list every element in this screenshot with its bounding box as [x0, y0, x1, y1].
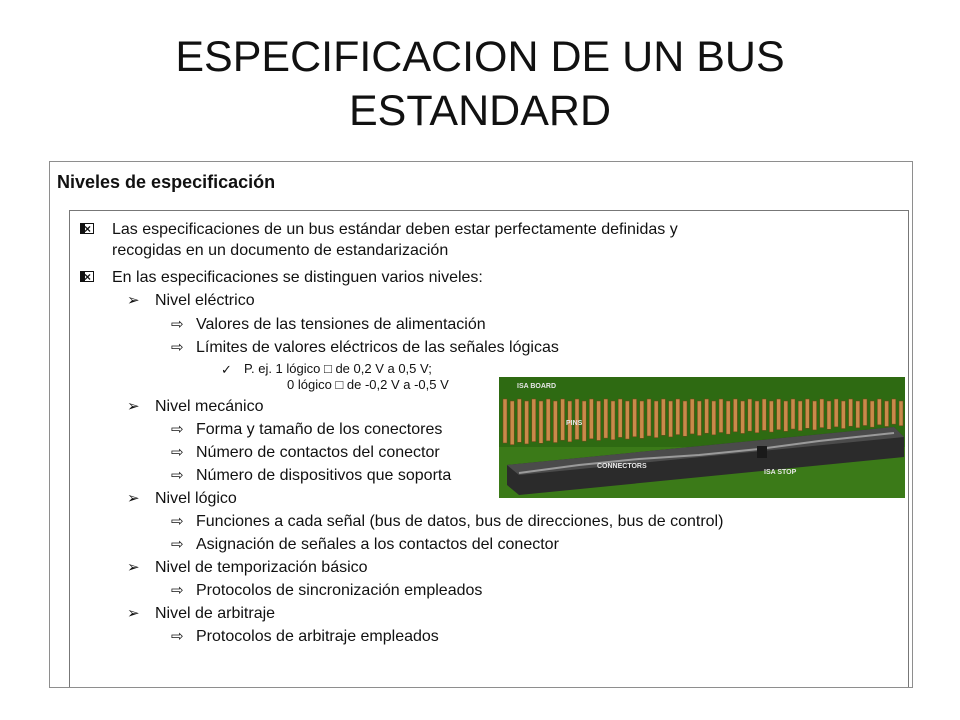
connector-pin	[748, 399, 752, 431]
connector-pin	[582, 401, 586, 441]
bullet-text-continued: recogidas en un documento de estandarización	[112, 242, 449, 259]
connector-pin	[755, 401, 759, 433]
hollow-arrow-bullet-icon: ⇨	[171, 628, 184, 645]
photo-label-stop: ISA STOP	[764, 469, 797, 476]
hollow-arrow-bullet-icon: ⇨	[171, 339, 184, 356]
arrowhead-bullet-icon: ➢	[127, 559, 140, 576]
connector-pin	[525, 401, 529, 444]
connector-pin	[726, 401, 730, 434]
connector-pin	[705, 399, 709, 433]
level-label: Nivel eléctrico	[155, 292, 255, 309]
connector-pin	[769, 401, 773, 432]
connector-pin	[589, 399, 593, 439]
level-item: Valores de las tensiones de alimentación	[196, 316, 486, 333]
panel-heading: Niveles de especificación	[57, 172, 276, 192]
connector-pin	[805, 399, 809, 428]
connector-pin	[834, 399, 838, 427]
connector-pin	[733, 399, 737, 432]
connector-pin	[669, 401, 673, 437]
connector-pin	[791, 399, 795, 429]
slide-title-line-2: ESTANDARD	[348, 87, 611, 135]
photo-label-board: ISA BOARD	[517, 383, 557, 390]
connector-pin	[719, 399, 723, 433]
connector-pin	[561, 399, 565, 440]
connector-pin	[892, 399, 896, 424]
connector-pin	[741, 401, 745, 433]
hollow-arrow-bullet-icon: ⇨	[171, 421, 184, 438]
bullet-text: Las especificaciones de un bus estándar deben estar perfectamente definidas y	[112, 221, 678, 238]
level-item: Número de dispositivos que soporta	[196, 467, 452, 484]
hollow-arrow-bullet-icon: ⇨	[171, 316, 184, 333]
connector-pin	[885, 401, 889, 426]
connector-pin	[553, 401, 557, 443]
level-item: Protocolos de sincronización empleados	[196, 582, 483, 599]
connector-pin	[683, 401, 687, 436]
level-item: Funciones a cada señal (bus de datos, bus de direcciones, bus de control)	[196, 513, 724, 530]
arrowhead-bullet-icon: ➢	[127, 490, 140, 507]
arrowhead-bullet-icon: ➢	[127, 605, 140, 622]
connector-pin	[690, 399, 694, 434]
connector-pin	[784, 401, 788, 431]
hollow-arrow-bullet-icon: ⇨	[171, 536, 184, 553]
connector-pin	[517, 399, 521, 442]
connector-pin	[633, 399, 637, 437]
bullet-text: En las especificaciones se distinguen varios niveles:	[112, 269, 483, 286]
connector-pin	[604, 399, 608, 438]
arrowhead-bullet-icon: ➢	[127, 292, 140, 309]
connector-pin	[697, 401, 701, 436]
connector-pin	[777, 399, 781, 430]
connector-pin	[510, 401, 514, 445]
connector-pin	[546, 399, 550, 441]
connector-pin	[762, 399, 766, 430]
connector-pin	[820, 399, 824, 428]
example-line: 0 lógico □ de -0,2 V a -0,5 V	[287, 377, 449, 392]
level-item: Forma y tamaño de los conectores	[196, 421, 443, 438]
connector-pin	[503, 399, 507, 443]
connector-pin	[849, 399, 853, 426]
connector-pin	[798, 401, 802, 431]
connector-pin	[597, 401, 601, 440]
connector-pin	[827, 401, 831, 429]
connector-pin	[654, 401, 658, 438]
level-label: Nivel lógico	[155, 490, 237, 507]
connector-pin	[661, 399, 665, 435]
connector-pin	[712, 401, 716, 435]
example-line: P. ej. 1 lógico □ de 0,2 V a 0,5 V;	[244, 361, 432, 376]
slide-title-line-1: ESPECIFICACION DE UN BUS	[175, 33, 785, 81]
connector-pin	[532, 399, 536, 442]
photo-label-pins: PINS	[566, 420, 583, 427]
boxed-x-bullet-icon	[80, 268, 94, 288]
connector-pin	[856, 401, 860, 428]
connector-pin	[640, 401, 644, 438]
level-item: Límites de valores eléctricos de las señales lógicas	[196, 339, 559, 356]
level-item: Asignación de señales a los contactos del conector	[196, 536, 559, 553]
level-item: Número de contactos del conector	[196, 444, 440, 461]
connector-pin	[676, 399, 680, 435]
connector-pin	[863, 399, 867, 426]
boxed-x-bullet-icon	[80, 220, 94, 240]
connector-pin	[625, 401, 629, 439]
arrowhead-bullet-icon: ➢	[127, 398, 140, 415]
checkmark-bullet-icon: ✓	[221, 362, 232, 377]
hollow-arrow-bullet-icon: ⇨	[171, 513, 184, 530]
level-item: Protocolos de arbitraje empleados	[196, 628, 439, 645]
level-label: Nivel mecánico	[155, 398, 264, 415]
photo-label-connectors: CONNECTORS	[597, 463, 647, 470]
connector-pin	[841, 401, 845, 429]
connector-pin	[647, 399, 651, 436]
connector-pin	[870, 401, 874, 427]
connector-pin	[618, 399, 622, 437]
hollow-arrow-bullet-icon: ⇨	[171, 467, 184, 484]
isa-connector-photo	[499, 377, 905, 498]
level-label: Nivel de arbitraje	[155, 605, 276, 622]
connector-pin	[877, 399, 881, 425]
hollow-arrow-bullet-icon: ⇨	[171, 444, 184, 461]
slide-title	[0, 30, 960, 138]
connector-pin	[539, 401, 543, 443]
connector-pin	[813, 401, 817, 430]
level-label: Nivel de temporización básico	[155, 559, 368, 576]
connector-pin	[899, 401, 903, 426]
hollow-arrow-bullet-icon: ⇨	[171, 582, 184, 599]
connector-pin	[611, 401, 615, 440]
